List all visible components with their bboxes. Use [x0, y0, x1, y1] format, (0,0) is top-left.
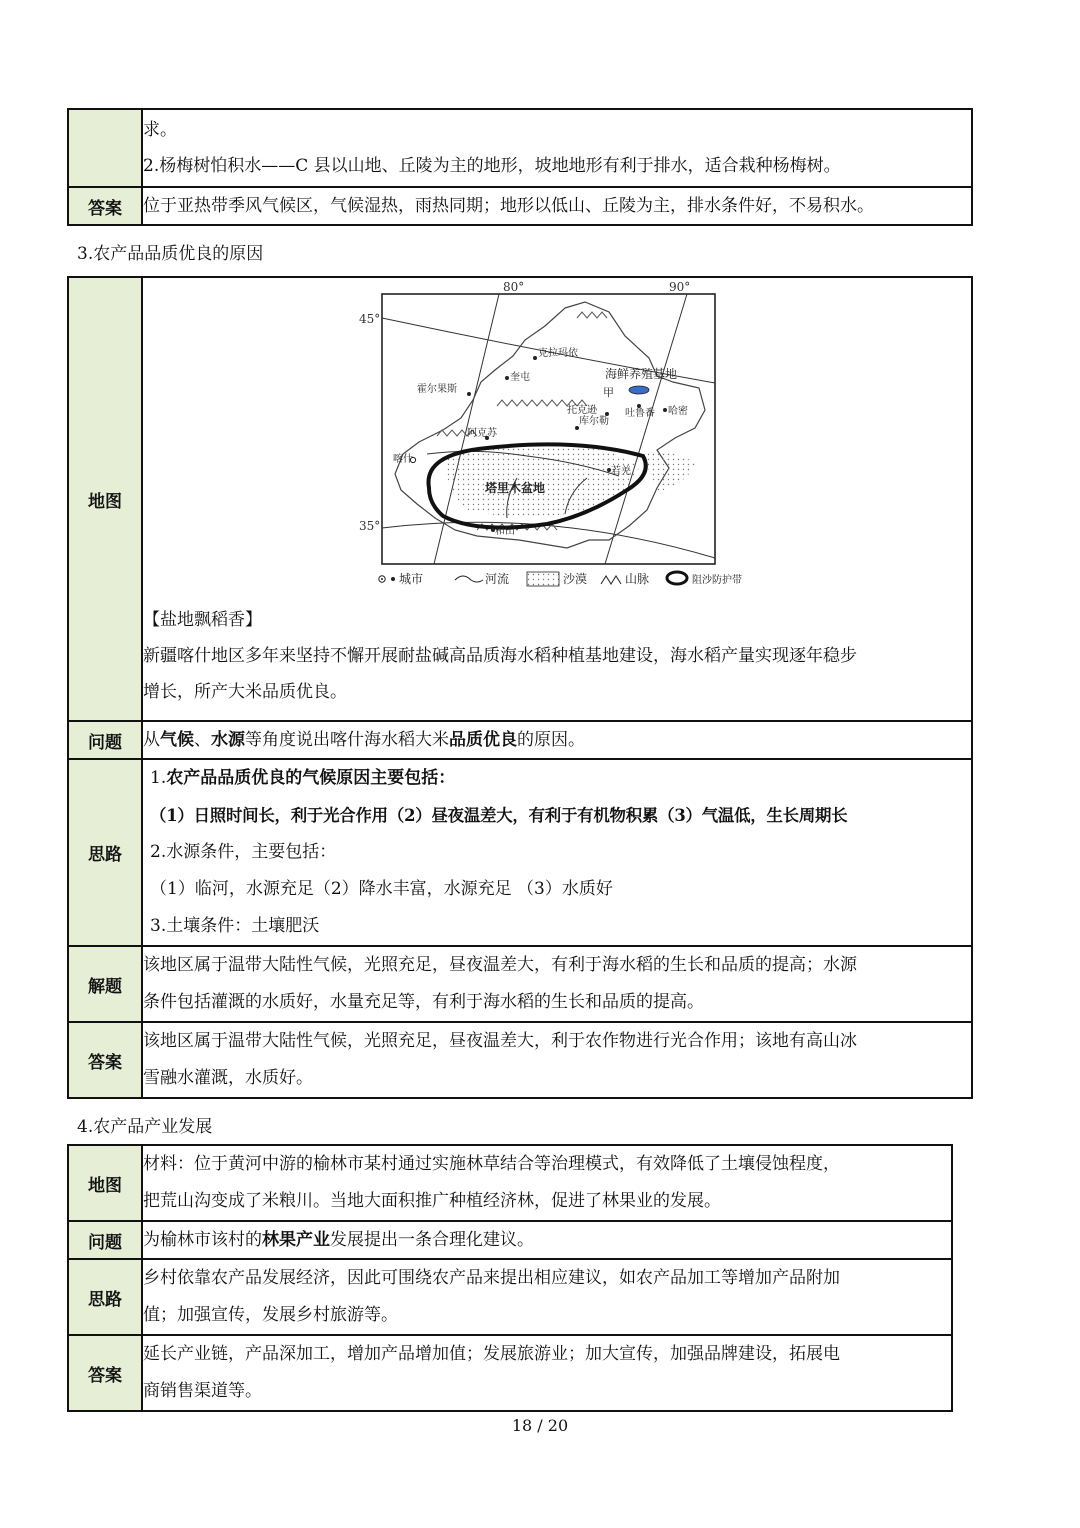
text-span-bold: 气候: [160, 730, 194, 750]
solution-text: [142, 946, 972, 1022]
material-heading: 【盐地飘稻香】: [143, 610, 262, 630]
table-row: [68, 1022, 972, 1098]
city-label: 奎屯: [510, 372, 530, 383]
aquaculture-base-label: 海鲜养殖基地: [605, 367, 678, 381]
city-label: 若羌: [611, 466, 631, 477]
table-row: [68, 1259, 952, 1335]
answer-label: 答案: [68, 187, 142, 225]
table-row: [68, 109, 972, 187]
question-text: [142, 1221, 952, 1259]
lat-label-35: 35°: [359, 519, 381, 533]
lon-label-80: 80°: [503, 280, 525, 294]
question-label: 问题: [68, 721, 142, 759]
text-span: 等角度说出喀什海水稻大米: [245, 730, 449, 750]
answer-label: 答案: [68, 1335, 142, 1411]
table-row: [68, 187, 972, 225]
text-span-bold: 农产品品质优良的气候原因主要包括：: [166, 768, 456, 788]
table-row: [68, 759, 972, 946]
table-row: [68, 946, 972, 1022]
city-label: 和田: [495, 526, 515, 537]
map-label: 地图: [68, 1145, 142, 1221]
text-line: 2.水源条件，主要包括：: [150, 842, 337, 862]
legend-protection-belt: 阻沙防护带: [692, 575, 742, 586]
answer-text: [142, 187, 972, 225]
text-line: 该地区属于温带大陆性气候，光照充足，昼夜温差大，利于农作物进行光合作用；该地有高山冰: [143, 1031, 857, 1051]
table-row: [68, 1335, 952, 1411]
text-span: 发展提出一条合理化建议。: [330, 1230, 534, 1250]
city-label: 克拉玛依: [538, 348, 578, 359]
basin-label: 塔里木盆地: [485, 481, 546, 495]
text-line: 延长产业链，产品深加工，增加产品增加值；发展旅游业；加大宣传，加强品牌建设，拓展电: [143, 1344, 840, 1364]
xinjiang-map: [357, 278, 757, 594]
city-label: 吐鲁番: [625, 408, 655, 419]
table-section-4: [67, 1144, 953, 1412]
city-label: 阿克苏: [467, 428, 497, 439]
text-span: 1.: [150, 768, 167, 788]
text-line: （1）临河，水源充足（2）降水丰富，水源充足 （3）水质好: [150, 879, 613, 899]
lake-marker: [629, 386, 649, 394]
text-span: 的原因。: [517, 730, 585, 750]
section-3-title: 3.农产品品质优良的原因: [77, 244, 264, 264]
city-label: 喀什: [393, 454, 413, 465]
text-line: （1）日照时间长，利于光合作用（2）昼夜温差大，有利于有机物积累（3）气温低，生长周期长: [150, 806, 848, 825]
page-number: 18 / 20: [511, 1416, 569, 1435]
section-4-title: 4.农产品产业发展: [77, 1117, 213, 1137]
city-label: 哈密: [668, 406, 688, 417]
solution-label: 解题: [68, 946, 142, 1022]
text-span: 从: [143, 730, 160, 750]
row-label-empty: [68, 109, 142, 187]
table-row: [68, 721, 972, 759]
text-line: 材料：位于黄河中游的榆林市某村通过实施林草结合等治理模式，有效降低了土壤侵蚀程度，: [143, 1154, 840, 1174]
table-row: [68, 277, 972, 721]
text-line: 2.杨梅树怕积水——C 县以山地、丘陵为主的地形，坡地地形有利于排水，适合栽种杨梅树。: [143, 156, 841, 176]
lat-label-45: 45°: [359, 312, 381, 326]
table-row: [68, 1221, 952, 1259]
text-line: 乡村依靠农产品发展经济，因此可围绕农产品来提出相应建议，如农产品加工等增加产品附加: [143, 1268, 840, 1288]
city-label: 霍尔果斯: [417, 384, 457, 395]
table-row: [68, 1145, 952, 1221]
text-line: 求。: [143, 120, 177, 140]
text-span-bold: 水源: [211, 730, 245, 750]
material-text: [142, 1145, 952, 1221]
legend-river: 河流: [485, 572, 510, 586]
text-line: 把荒山沟变成了米粮川。当地大面积推广种植经济林，促进了林果业的发展。: [143, 1191, 721, 1211]
table-continuation: [67, 108, 973, 226]
text-span-bold: 林果产业: [262, 1230, 330, 1250]
text-line: 雪融水灌溉，水质好。: [143, 1068, 313, 1088]
question-text: [142, 721, 972, 759]
legend-desert: 沙漠: [563, 572, 588, 586]
map-legend: [379, 571, 742, 586]
answer-text: [142, 1335, 952, 1411]
answer-text: [142, 1022, 972, 1098]
thinking-text: [142, 1259, 952, 1335]
city-label: 库尔勒: [579, 416, 609, 427]
thinking-continuation: [142, 109, 972, 187]
text-line: 商销售渠道等。: [143, 1381, 262, 1401]
text-line: 位于亚热带季风气候区，气候湿热，雨热同期；地形以低山、丘陵为主，排水条件好，不易积水。: [143, 196, 874, 216]
map-cell: [142, 277, 972, 721]
text-line: 该地区属于温带大陆性气候，光照充足，昼夜温差大，有利于海水稻的生长和品质的提高；水源: [143, 955, 857, 975]
legend-mountain: 山脉: [625, 572, 650, 586]
text-line: 新疆喀什地区多年来坚持不懈开展耐盐碱高品质海水稻种植基地建设，海水稻产量实现逐年稳步: [143, 646, 857, 666]
text-line: 值；加强宣传，发展乡村旅游等。: [143, 1305, 398, 1325]
thinking-label: 思路: [68, 1259, 142, 1335]
thinking-label: 思路: [68, 759, 142, 946]
text-line: [150, 760, 971, 797]
table-section-3: [67, 276, 973, 1099]
text-line: 增长，所产大米品质优良。: [143, 682, 347, 702]
point-jia-label: 甲: [603, 386, 614, 399]
question-label: 问题: [68, 1221, 142, 1259]
map-label: 地图: [68, 277, 142, 721]
city-label: 托克逊: [567, 405, 597, 416]
text-span: 为榆林市该村的: [143, 1230, 262, 1250]
text-line: 3.土壤条件：土壤肥沃: [150, 916, 320, 936]
thinking-text: [142, 759, 972, 946]
text-span: 、: [194, 730, 211, 750]
text-line: 条件包括灌溉的水质好，水量充足等，有利于海水稻的生长和品质的提高。: [143, 992, 704, 1012]
legend-city: 城市: [399, 572, 424, 586]
answer-label: 答案: [68, 1022, 142, 1098]
lon-label-90: 90°: [669, 280, 691, 294]
text-span-bold: 品质优良: [449, 730, 517, 750]
